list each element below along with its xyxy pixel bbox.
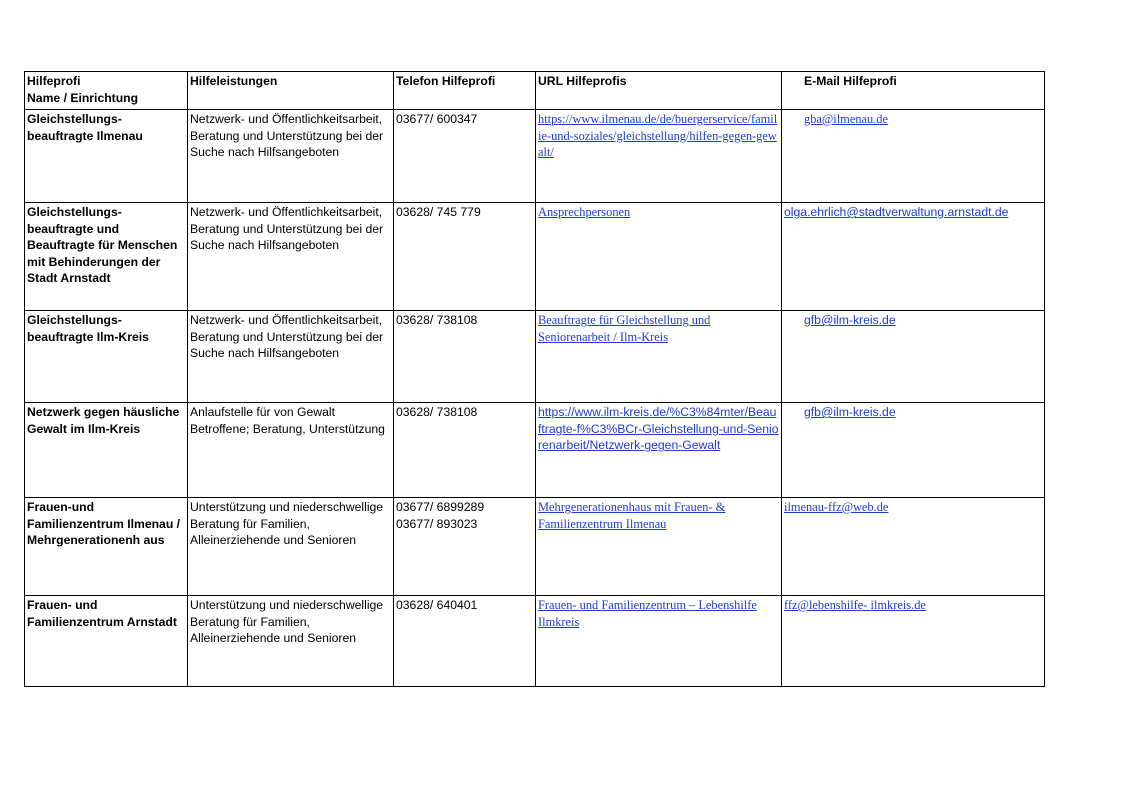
row-email (782, 203, 1045, 311)
url-link[interactable]: Ansprechpersonen (538, 205, 631, 219)
table-row (25, 596, 1045, 687)
row-url (536, 110, 782, 203)
table-row (25, 403, 1045, 498)
url-link[interactable]: https://www.ilm-kreis.de/%C3%84mter/Beauftragte-f%C3%BCr-Gleichstellung-und-Seniorenarbeit/Netzwerk-gegen-Gewalt (538, 405, 779, 453)
row-name: Gleichstellungs- beauftragte und Beauftragte für Menschen mit Behinderungen der Stadt Arnstadt (25, 203, 188, 311)
table-row (25, 203, 1045, 311)
row-name: Gleichstellungs- beauftragte Ilm-Kreis (25, 311, 188, 403)
row-email (782, 110, 1045, 203)
row-email (782, 596, 1045, 687)
table-row (25, 110, 1045, 203)
row-phone-primary: 03628/ 738108 (396, 313, 478, 327)
row-name: Gleichstellungs- beauftragte Ilmenau (25, 110, 188, 203)
row-phone-primary: 03628/ 738108 (396, 405, 478, 419)
row-email (782, 498, 1045, 596)
row-phone (394, 203, 536, 311)
row-name: Netzwerk gegen häusliche Gewalt im Ilm-Kreis (25, 403, 188, 498)
header-services: Hilfeleistungen (188, 72, 394, 110)
email-link[interactable]: ilmenau-ffz@web.de (784, 500, 889, 514)
row-phone (394, 498, 536, 596)
row-url (536, 311, 782, 403)
header-phone: Telefon Hilfeprofi (394, 72, 536, 110)
row-phone (394, 596, 536, 687)
row-services: Anlaufstelle für von Gewalt Betroffene; Beratung, Unterstützung (188, 403, 394, 498)
email-link[interactable]: gfb@ilm-kreis.de (804, 313, 896, 327)
row-name: Frauen- und Familienzentrum Arnstadt (25, 596, 188, 687)
email-link[interactable]: ffz@lebenshilfe- ilmkreis.de (784, 598, 926, 612)
row-phone (394, 110, 536, 203)
row-services: Netzwerk- und Öffentlichkeitsarbeit, Beratung und Unterstützung bei der Suche nach Hilfsangeboten (188, 311, 394, 403)
table-header-row (25, 72, 1045, 110)
row-phone-primary: 03628/ 745 779 (396, 205, 481, 219)
url-link[interactable]: Beauftragte für Gleichstellung und Seniorenarbeit / Ilm-Kreis (538, 313, 711, 344)
header-email: E-Mail Hilfeprofi (782, 72, 1045, 110)
url-link[interactable]: Mehrgenerationenhaus mit Frauen- & Familienzentrum Ilmenau (538, 500, 726, 531)
row-phone-primary: 03677/ 6899289 (396, 500, 485, 514)
row-url (536, 596, 782, 687)
header-name-line1: Hilfeprofi (27, 74, 81, 88)
row-url (536, 403, 782, 498)
helper-contacts-table (24, 71, 1045, 687)
header-url: URL Hilfeprofis (536, 72, 782, 110)
row-phone-secondary: 03677/ 893023 (396, 516, 478, 531)
row-email (782, 403, 1045, 498)
row-services: Unterstützung und niederschwellige Beratung für Familien, Alleinerziehende und Senioren (188, 596, 394, 687)
row-services: Unterstützung und niederschwellige Beratung für Familien, Alleinerziehende und Senioren (188, 498, 394, 596)
url-link[interactable]: https://www.ilmenau.de/de/buergerservice/familie-und-soziales/gleichstellung/hilfen-gegen-gewalt/ (538, 112, 778, 160)
table-row (25, 311, 1045, 403)
header-name (25, 72, 188, 110)
row-phone-primary: 03677/ 600347 (396, 112, 478, 126)
row-url (536, 203, 782, 311)
url-link[interactable]: Frauen- und Familienzentrum – Lebenshilfe Ilmkreis (538, 598, 757, 629)
table-row (25, 498, 1045, 596)
row-url (536, 498, 782, 596)
row-services: Netzwerk- und Öffentlichkeitsarbeit, Beratung und Unterstützung bei der Suche nach Hilfsangeboten (188, 110, 394, 203)
email-link[interactable]: olga.ehrlich@stadtverwaltung.arnstadt.de (784, 205, 1009, 219)
row-name: Frauen-und Familienzentrum Ilmenau / Mehrgenerationenh aus (25, 498, 188, 596)
row-phone (394, 403, 536, 498)
email-link[interactable]: gfb@ilm-kreis.de (804, 405, 896, 419)
row-email (782, 311, 1045, 403)
header-name-line2: Name / Einrichtung (27, 90, 139, 105)
row-phone (394, 311, 536, 403)
email-link[interactable]: gba@ilmenau.de (804, 112, 889, 126)
row-services: Netzwerk- und Öffentlichkeitsarbeit, Beratung und Unterstützung bei der Suche nach Hilfsangeboten (188, 203, 394, 311)
row-phone-primary: 03628/ 640401 (396, 598, 478, 612)
